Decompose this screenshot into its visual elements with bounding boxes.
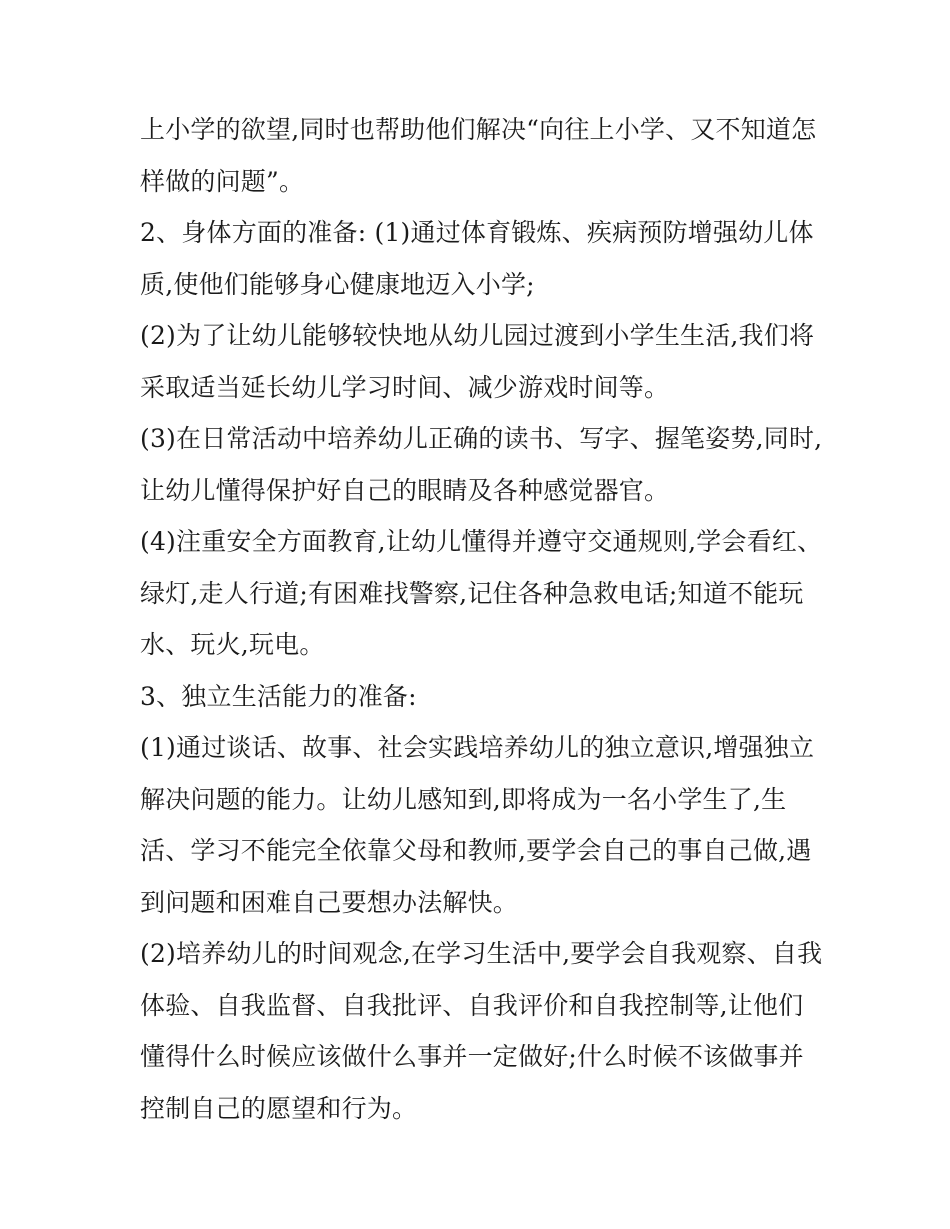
text-line: 控制自己的愿望和行为。	[140, 1093, 418, 1123]
text-line: 采取适当延长幼儿学习时间、减少游戏时间等。	[140, 372, 670, 402]
text-line: 3、独立生活能力的准备:	[140, 681, 417, 711]
text-line: (3)在日常活动中培养幼儿正确的读书、写字、握笔姿势,同时,	[140, 424, 823, 453]
document-body	[140, 104, 823, 1134]
text-line: (1)通过谈话、故事、社会实践培养幼儿的独立意识,增强独立	[140, 733, 815, 762]
text-line: (2)为了让幼儿能够较快地从幼儿园过渡到小学生生活,我们将	[140, 321, 815, 350]
text-line: 体验、自我监督、自我批评、自我评价和自我控制等,让他们	[140, 990, 804, 1020]
text-line: 上小学的欲望,同时也帮助他们解决“向往上小学、又不知道怎	[140, 115, 817, 144]
text-line: 到问题和困难自己要想办法解快。	[140, 887, 519, 917]
text-line: (4)注重安全方面教育,让幼儿懂得并遵守交通规则,学会看红、	[140, 527, 823, 556]
text-line: 让幼儿懂得保护好自己的眼睛及各种感觉器官。	[140, 475, 670, 505]
text-line: 解决问题的能力。让幼儿感知到,即将成为一名小学生了,生	[140, 784, 787, 814]
text-line: 绿灯,走人行道;有困难找警察,记住各种急救电话;知道不能玩	[140, 578, 804, 608]
text-line: 2、身体方面的准备: (1)通过体育锻炼、疾病预防增强幼儿体	[140, 218, 814, 247]
text-line: 水、玩火,玩电。	[140, 630, 325, 659]
text-line: 质,使他们能够身心健康地迈入小学;	[140, 269, 535, 299]
text-line: (2)培养幼儿的时间观念,在学习生活中,要学会自我观察、自我	[140, 939, 823, 968]
text-line: 样做的问题”。	[140, 166, 305, 196]
text-line: 懂得什么时候应该做什么事并一定做好;什么时候不该做事并	[140, 1042, 804, 1071]
text-line: 活、学习不能完全依靠父母和教师,要学会自己的事自己做,遇	[140, 836, 812, 865]
